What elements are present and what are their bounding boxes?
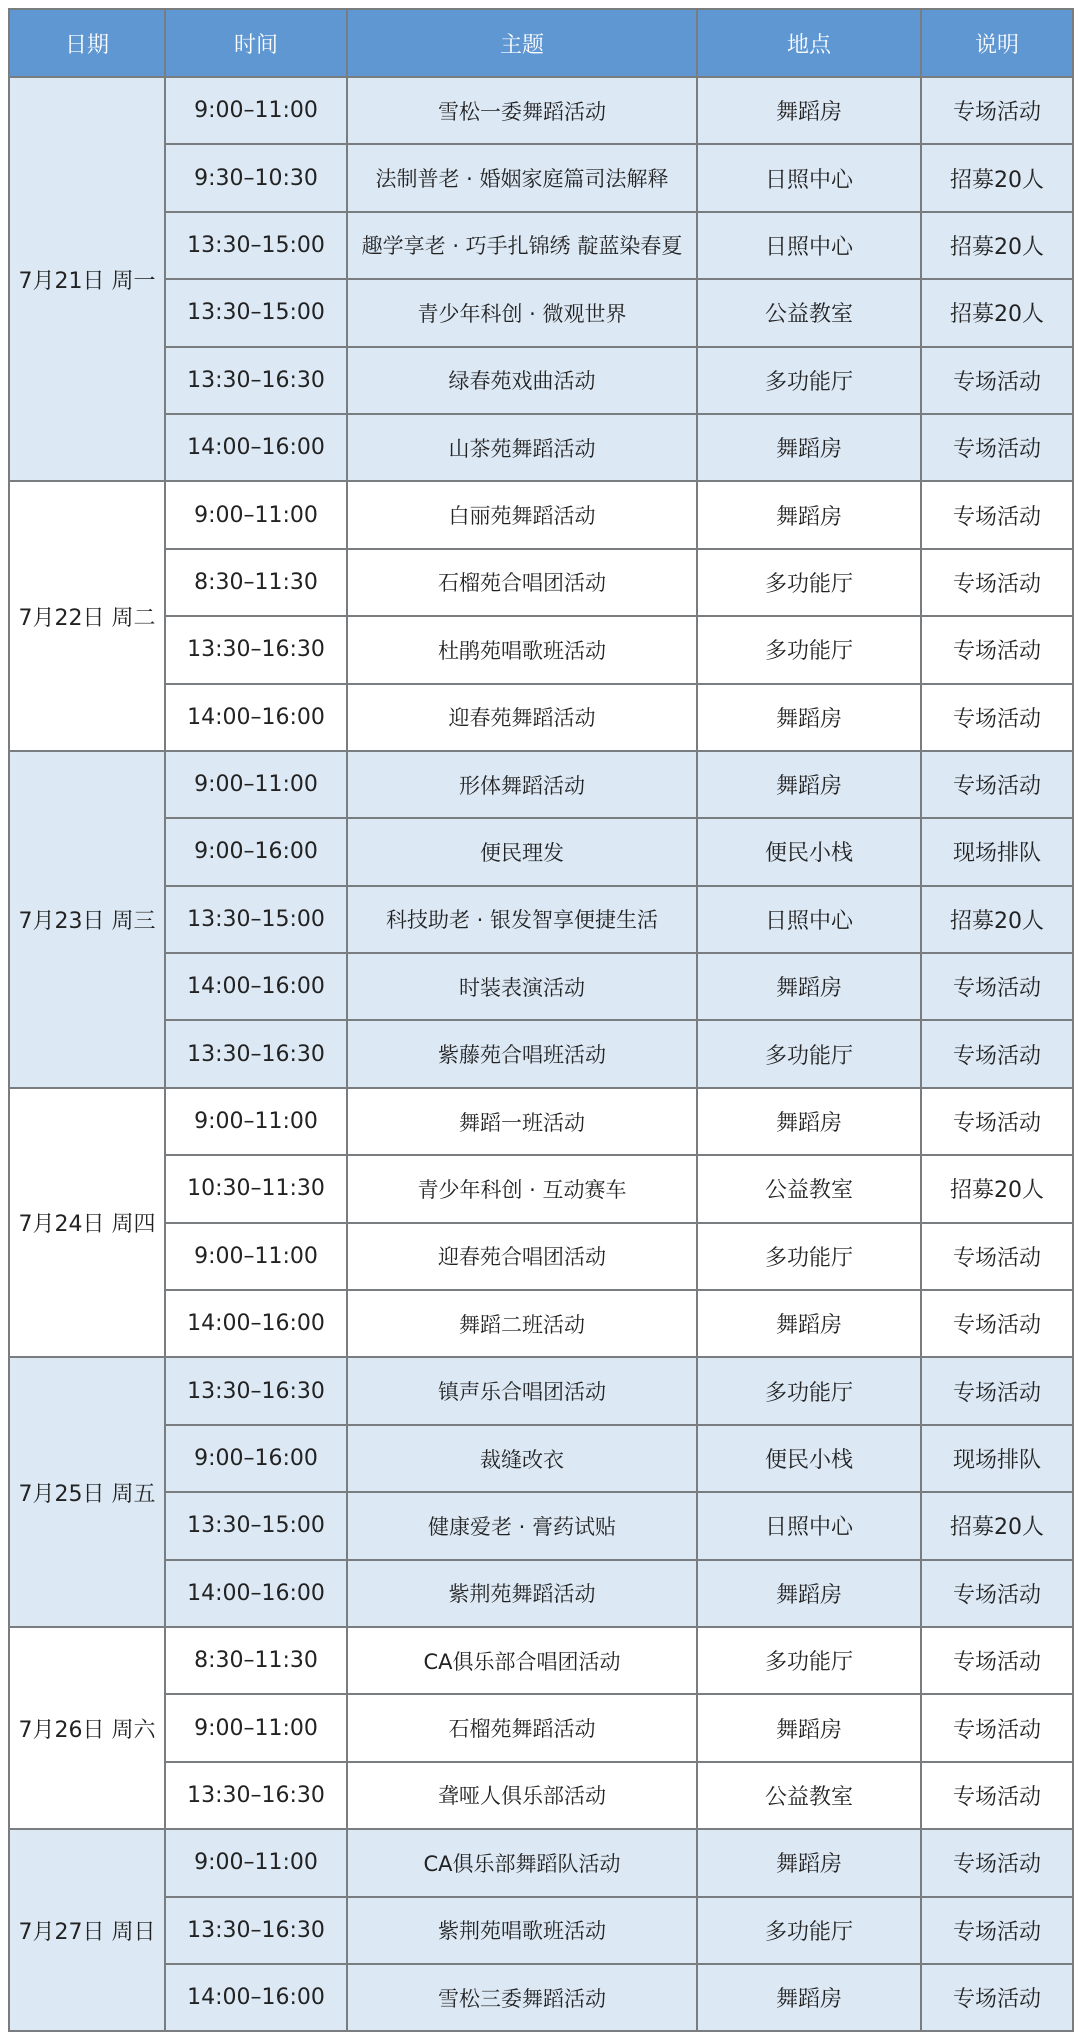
date-cell: 7月23日 周三 xyxy=(9,751,165,1088)
time-cell: 14:00–16:00 xyxy=(165,684,347,751)
location-cell: 多功能厅 xyxy=(697,1357,921,1424)
location-cell: 便民小栈 xyxy=(697,818,921,885)
topic-cell: 杜鹃苑唱歌班活动 xyxy=(347,616,697,683)
topic-cell: 镇声乐合唱团活动 xyxy=(347,1357,697,1424)
table-row xyxy=(9,1155,1073,1222)
topic-cell: 青少年科创 · 微观世界 xyxy=(347,279,697,346)
table-row xyxy=(9,1290,1073,1357)
note-cell: 专场活动 xyxy=(921,549,1073,616)
header-time: 时间 xyxy=(165,9,347,77)
location-cell: 多功能厅 xyxy=(697,1020,921,1087)
table-row xyxy=(9,1897,1073,1964)
location-cell: 舞蹈房 xyxy=(697,751,921,818)
note-cell: 专场活动 xyxy=(921,616,1073,683)
table-row xyxy=(9,1627,1073,1694)
note-cell: 专场活动 xyxy=(921,684,1073,751)
date-cell: 7月22日 周二 xyxy=(9,481,165,751)
time-cell: 9:00–16:00 xyxy=(165,818,347,885)
topic-cell: 紫荆苑舞蹈活动 xyxy=(347,1560,697,1627)
note-cell: 专场活动 xyxy=(921,1964,1073,2031)
location-cell: 多功能厅 xyxy=(697,1897,921,1964)
note-cell: 专场活动 xyxy=(921,1829,1073,1896)
table-row xyxy=(9,818,1073,885)
topic-cell: 裁缝改衣 xyxy=(347,1425,697,1492)
table-row xyxy=(9,144,1073,211)
time-cell: 8:30–11:30 xyxy=(165,1627,347,1694)
location-cell: 舞蹈房 xyxy=(697,1088,921,1155)
table-row xyxy=(9,1964,1073,2031)
date-cell: 7月26日 周六 xyxy=(9,1627,165,1829)
table-row xyxy=(9,1088,1073,1155)
time-cell: 13:30–16:30 xyxy=(165,616,347,683)
topic-cell: 紫荆苑唱歌班活动 xyxy=(347,1897,697,1964)
note-cell: 专场活动 xyxy=(921,1020,1073,1087)
location-cell: 舞蹈房 xyxy=(697,1560,921,1627)
topic-cell: 形体舞蹈活动 xyxy=(347,751,697,818)
topic-cell: 科技助老 · 银发智享便捷生活 xyxy=(347,886,697,953)
topic-cell: CA俱乐部合唱团活动 xyxy=(347,1627,697,1694)
time-cell: 9:00–11:00 xyxy=(165,1829,347,1896)
topic-cell: 青少年科创 · 互动赛车 xyxy=(347,1155,697,1222)
location-cell: 多功能厅 xyxy=(697,1627,921,1694)
table-header xyxy=(9,9,1073,77)
time-cell: 9:00–11:00 xyxy=(165,1223,347,1290)
topic-cell: 雪松一委舞蹈活动 xyxy=(347,77,697,144)
topic-cell: 健康爱老 · 膏药试贴 xyxy=(347,1492,697,1559)
time-cell: 9:30–10:30 xyxy=(165,144,347,211)
table-body xyxy=(9,77,1073,2031)
topic-cell: 山茶苑舞蹈活动 xyxy=(347,414,697,481)
note-cell: 招募20人 xyxy=(921,279,1073,346)
table-row xyxy=(9,279,1073,346)
note-cell: 招募20人 xyxy=(921,144,1073,211)
table-row xyxy=(9,1223,1073,1290)
location-cell: 多功能厅 xyxy=(697,347,921,414)
note-cell: 专场活动 xyxy=(921,1897,1073,1964)
note-cell: 专场活动 xyxy=(921,1560,1073,1627)
time-cell: 9:00–16:00 xyxy=(165,1425,347,1492)
time-cell: 13:30–15:00 xyxy=(165,279,347,346)
location-cell: 舞蹈房 xyxy=(697,481,921,548)
time-cell: 14:00–16:00 xyxy=(165,414,347,481)
table-row xyxy=(9,347,1073,414)
topic-cell: 迎春苑舞蹈活动 xyxy=(347,684,697,751)
note-cell: 专场活动 xyxy=(921,481,1073,548)
location-cell: 公益教室 xyxy=(697,279,921,346)
table-row xyxy=(9,1492,1073,1559)
note-cell: 专场活动 xyxy=(921,1088,1073,1155)
location-cell: 舞蹈房 xyxy=(697,1829,921,1896)
schedule-table xyxy=(8,8,1074,2032)
time-cell: 14:00–16:00 xyxy=(165,1290,347,1357)
time-cell: 13:30–16:30 xyxy=(165,1762,347,1829)
topic-cell: 迎春苑合唱团活动 xyxy=(347,1223,697,1290)
table-row xyxy=(9,549,1073,616)
note-cell: 招募20人 xyxy=(921,212,1073,279)
table-row xyxy=(9,1694,1073,1761)
time-cell: 9:00–11:00 xyxy=(165,1088,347,1155)
time-cell: 13:30–16:30 xyxy=(165,1357,347,1424)
location-cell: 日照中心 xyxy=(697,886,921,953)
table-row xyxy=(9,1560,1073,1627)
table-row xyxy=(9,953,1073,1020)
table-row xyxy=(9,1020,1073,1087)
table-row xyxy=(9,1829,1073,1896)
topic-cell: 石榴苑合唱团活动 xyxy=(347,549,697,616)
time-cell: 14:00–16:00 xyxy=(165,1560,347,1627)
topic-cell: 舞蹈一班活动 xyxy=(347,1088,697,1155)
date-cell: 7月25日 周五 xyxy=(9,1357,165,1627)
location-cell: 舞蹈房 xyxy=(697,953,921,1020)
topic-cell: 雪松三委舞蹈活动 xyxy=(347,1964,697,2031)
note-cell: 专场活动 xyxy=(921,1290,1073,1357)
topic-cell: 绿春苑戏曲活动 xyxy=(347,347,697,414)
location-cell: 舞蹈房 xyxy=(697,684,921,751)
note-cell: 专场活动 xyxy=(921,414,1073,481)
note-cell: 招募20人 xyxy=(921,1155,1073,1222)
location-cell: 日照中心 xyxy=(697,1492,921,1559)
topic-cell: 聋哑人俱乐部活动 xyxy=(347,1762,697,1829)
location-cell: 公益教室 xyxy=(697,1155,921,1222)
note-cell: 专场活动 xyxy=(921,953,1073,1020)
location-cell: 日照中心 xyxy=(697,144,921,211)
table-row xyxy=(9,616,1073,683)
location-cell: 多功能厅 xyxy=(697,549,921,616)
time-cell: 13:30–15:00 xyxy=(165,886,347,953)
location-cell: 舞蹈房 xyxy=(697,77,921,144)
topic-cell: 白丽苑舞蹈活动 xyxy=(347,481,697,548)
table-row xyxy=(9,1762,1073,1829)
location-cell: 多功能厅 xyxy=(697,616,921,683)
note-cell: 专场活动 xyxy=(921,751,1073,818)
date-cell: 7月27日 周日 xyxy=(9,1829,165,2031)
date-cell: 7月21日 周一 xyxy=(9,77,165,481)
table-row xyxy=(9,886,1073,953)
header-row xyxy=(9,9,1073,77)
topic-cell: 法制普老 · 婚姻家庭篇司法解释 xyxy=(347,144,697,211)
table-row xyxy=(9,481,1073,548)
note-cell: 专场活动 xyxy=(921,77,1073,144)
note-cell: 专场活动 xyxy=(921,347,1073,414)
note-cell: 招募20人 xyxy=(921,886,1073,953)
note-cell: 专场活动 xyxy=(921,1223,1073,1290)
note-cell: 专场活动 xyxy=(921,1357,1073,1424)
time-cell: 13:30–16:30 xyxy=(165,1897,347,1964)
time-cell: 9:00–11:00 xyxy=(165,751,347,818)
time-cell: 13:30–16:30 xyxy=(165,1020,347,1087)
note-cell: 招募20人 xyxy=(921,1492,1073,1559)
table-row xyxy=(9,1425,1073,1492)
table-row xyxy=(9,684,1073,751)
topic-cell: 舞蹈二班活动 xyxy=(347,1290,697,1357)
topic-cell: 石榴苑舞蹈活动 xyxy=(347,1694,697,1761)
time-cell: 8:30–11:30 xyxy=(165,549,347,616)
time-cell: 9:00–11:00 xyxy=(165,481,347,548)
table-row xyxy=(9,77,1073,144)
location-cell: 舞蹈房 xyxy=(697,414,921,481)
header-location: 地点 xyxy=(697,9,921,77)
time-cell: 13:30–16:30 xyxy=(165,347,347,414)
note-cell: 专场活动 xyxy=(921,1694,1073,1761)
time-cell: 10:30–11:30 xyxy=(165,1155,347,1222)
time-cell: 13:30–15:00 xyxy=(165,1492,347,1559)
location-cell: 舞蹈房 xyxy=(697,1694,921,1761)
table-row xyxy=(9,751,1073,818)
time-cell: 14:00–16:00 xyxy=(165,1964,347,2031)
topic-cell: CA俱乐部舞蹈队活动 xyxy=(347,1829,697,1896)
header-date: 日期 xyxy=(9,9,165,77)
time-cell: 13:30–15:00 xyxy=(165,212,347,279)
location-cell: 舞蹈房 xyxy=(697,1964,921,2031)
location-cell: 舞蹈房 xyxy=(697,1290,921,1357)
location-cell: 公益教室 xyxy=(697,1762,921,1829)
header-note: 说明 xyxy=(921,9,1073,77)
date-cell: 7月24日 周四 xyxy=(9,1088,165,1358)
topic-cell: 便民理发 xyxy=(347,818,697,885)
topic-cell: 趣学享老 · 巧手扎锦绣 靛蓝染春夏 xyxy=(347,212,697,279)
location-cell: 多功能厅 xyxy=(697,1223,921,1290)
time-cell: 9:00–11:00 xyxy=(165,77,347,144)
time-cell: 14:00–16:00 xyxy=(165,953,347,1020)
note-cell: 现场排队 xyxy=(921,1425,1073,1492)
note-cell: 专场活动 xyxy=(921,1762,1073,1829)
note-cell: 现场排队 xyxy=(921,818,1073,885)
topic-cell: 紫藤苑合唱班活动 xyxy=(347,1020,697,1087)
table-row xyxy=(9,414,1073,481)
location-cell: 便民小栈 xyxy=(697,1425,921,1492)
note-cell: 专场活动 xyxy=(921,1627,1073,1694)
table-row xyxy=(9,1357,1073,1424)
time-cell: 9:00–11:00 xyxy=(165,1694,347,1761)
topic-cell: 时装表演活动 xyxy=(347,953,697,1020)
header-topic: 主题 xyxy=(347,9,697,77)
location-cell: 日照中心 xyxy=(697,212,921,279)
table-row xyxy=(9,212,1073,279)
